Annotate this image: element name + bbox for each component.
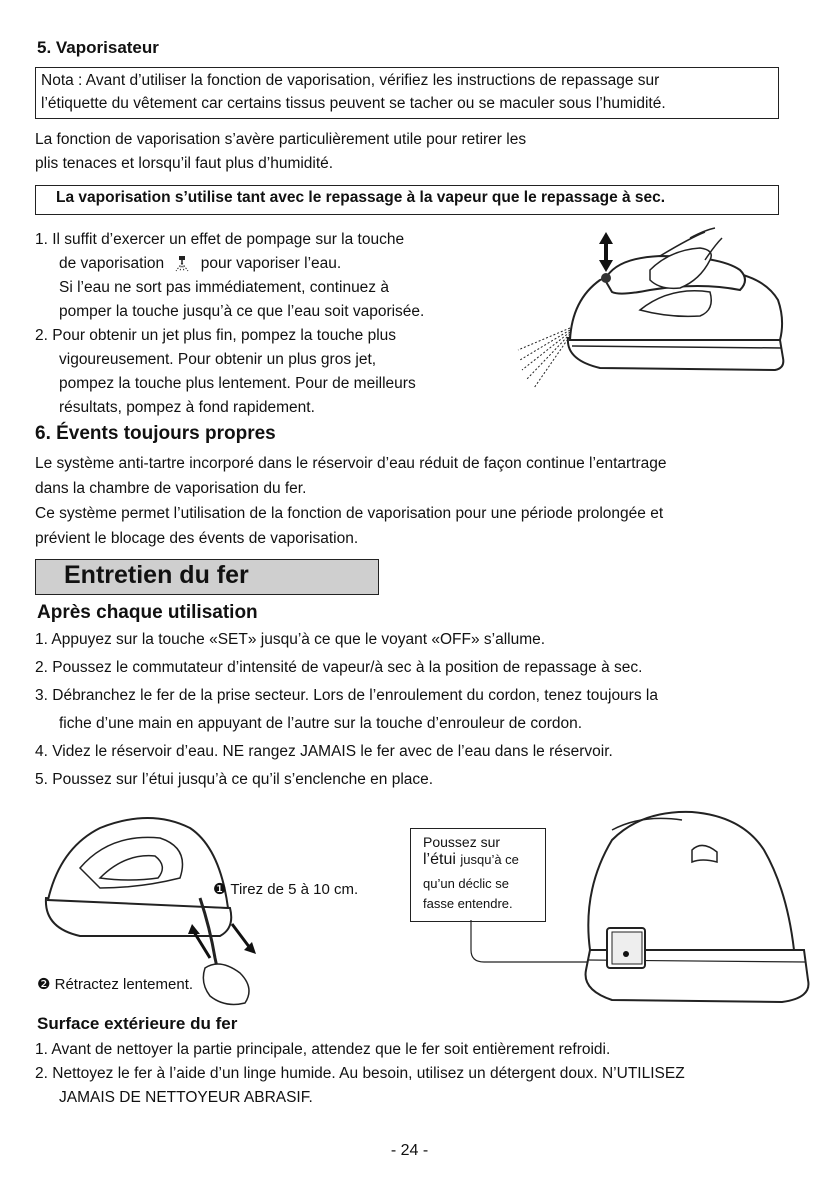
step-5-2-line-1: 2. Pour obtenir un jet plus fin, pompez la touche plus [35, 327, 397, 344]
figure-label-2: ❷ Rétractez lentement. [37, 976, 194, 993]
entretien-step-2: 2. Poussez le commutateur d’intensité de vapeur/à sec à la position de repassage à sec. [35, 659, 643, 676]
entretien-step-1: 1. Appuyez sur la touche «SET» jusqu’à ce que le voyant «OFF» s’allume. [35, 631, 546, 648]
callout-line-4: fasse entendre. [423, 896, 513, 911]
banner-box [35, 185, 779, 215]
callout-line-1: Poussez sur [423, 834, 501, 850]
step-5-1-line-4: pomper la touche jusqu’à ce que l’eau soit vaporisée. [59, 303, 425, 320]
figure-label-1: ❶ Tirez de 5 à 10 cm. [213, 881, 359, 898]
intro-line-1: La fonction de vaporisation s’avère particulièrement utile pour retirer les [35, 131, 527, 148]
entretien-step-3-line-2: fiche d’une main en appuyant de l’autre sur la touche d’enrouleur de cordon. [59, 715, 583, 732]
section-6-line-1: Le système anti-tartre incorporé dans le réservoir d’eau réduit de façon continue l’entartrage [35, 455, 667, 472]
section-5-heading: 5. Vaporisateur [37, 38, 159, 57]
entretien-step-4: 4. Videz le réservoir d’eau. NE rangez JAMAIS le fer avec de l’eau dans le réservoir. [35, 743, 613, 760]
surface-step-2-line-1: 2. Nettoyez le fer à l’aide d’un linge humide. Au besoin, utilisez un détergent doux. N’UTILISEZ [35, 1065, 685, 1082]
pull-arrow-icon [232, 924, 256, 954]
step-5-1-line-3: Si l’eau ne sort pas immédiatement, continuez à [59, 279, 389, 296]
section-6-heading: 6. Évents toujours propres [35, 423, 276, 444]
note-line-2: l’étiquette du vêtement car certains tissus peuvent se tacher ou se maculer sous l’humidité. [41, 95, 666, 112]
spray-icon [173, 256, 191, 272]
surface-step-2-line-2: JAMAIS DE NETTOYEUR ABRASIF. [59, 1089, 313, 1106]
apres-heading: Après chaque utilisation [37, 602, 258, 623]
entretien-title-box [35, 559, 379, 595]
surface-step-1: 1. Avant de nettoyer la partie principale, attendez que le fer soit entièrement refroidi. [35, 1041, 611, 1058]
up-down-arrow-icon [599, 232, 613, 272]
step-5-2-line-2: vigoureusement. Pour obtenir un plus gros jet, [59, 351, 377, 368]
step-5-1-line-1: 1. Il suffit d’exercer un effet de pompage sur la touche [35, 231, 405, 248]
step-5-2-line-3: pompez la touche plus lentement. Pour de meilleurs [59, 375, 416, 392]
section-6-line-2: dans la chambre de vaporisation du fer. [35, 480, 307, 497]
note-line-1: Nota : Avant d’utiliser la fonction de vaporisation, vérifiez les instructions de repassage sur [41, 72, 660, 89]
iron-spray-illustration [500, 220, 790, 390]
callout-box [410, 828, 546, 922]
section-6-line-3: Ce système permet l’utilisation de la fonction de vaporisation pour une période prolongée et [35, 505, 664, 522]
iron-case-illustration [582, 810, 812, 1010]
step-5-1-line-2: de vaporisation pour vaporiser l’eau. [59, 255, 342, 272]
section-6-line-4: prévient le blocage des évents de vaporisation. [35, 530, 359, 547]
step-5-2-line-4: résultats, pompez à fond rapidement. [59, 399, 315, 416]
banner-text: La vaporisation s’utilise tant avec le repassage à la vapeur que le repassage à sec. [56, 189, 666, 206]
surface-heading: Surface extérieure du fer [37, 1014, 238, 1033]
entretien-step-3-line-1: 3. Débranchez le fer de la prise secteur. Lors de l’enroulement du cordon, tenez toujours la [35, 687, 658, 704]
entretien-title: Entretien du fer [64, 561, 249, 589]
note-box [35, 67, 779, 119]
callout-line-3: qu’un déclic se [423, 876, 509, 891]
callout-line-2: l’étui jusqu’à ce [423, 851, 519, 868]
entretien-step-5: 5. Poussez sur l’étui jusqu’à ce qu’il s’enclenche en place. [35, 771, 434, 788]
intro-line-2: plis tenaces et lorsqu’il faut plus d’humidité. [35, 155, 334, 172]
page-number: - 24 - [390, 1142, 429, 1159]
